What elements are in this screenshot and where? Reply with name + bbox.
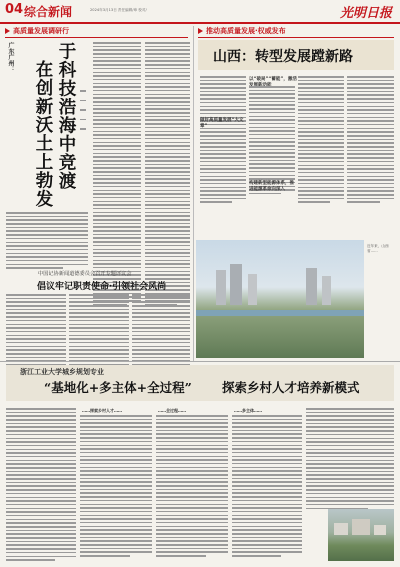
right-body-col-1 [200, 76, 246, 203]
city-photo [196, 240, 364, 358]
right-tag-rule [198, 37, 394, 38]
header-rule [0, 22, 400, 24]
right-subhead-1: 以“破局”“蓄能”，激活 [249, 77, 297, 82]
right-body-col-3 [298, 76, 344, 203]
feature-title-left: 在创新沃土上勃发 [33, 60, 53, 208]
bottom-col-5 [306, 408, 394, 509]
bottom-divider [0, 361, 400, 362]
bottom-col-4 [232, 415, 302, 557]
bottom-headline-right: 探索乡村人才培养新模式 [222, 380, 360, 395]
bottom-headline-left: “基地化+多主体+全过程” [44, 380, 192, 395]
left-section-tag: 高质量发展调研行 [5, 26, 69, 36]
left-body-col-0 [6, 212, 88, 269]
left-tag-rule [5, 37, 188, 38]
right-subhead-2: 做好高质量发展“大文章” [200, 118, 244, 129]
byline-column [80, 90, 90, 200]
story2-subhead: 中国记协新闻道德委员会召开专题评议会 [38, 271, 132, 277]
page-number: 04 [5, 2, 24, 17]
bottom-col-1 [6, 408, 76, 561]
right-body-col-4 [347, 76, 394, 203]
newspaper-logo: 光明日报 [339, 6, 392, 21]
left-body-col-1 [93, 42, 141, 305]
bottom-kicker: 浙江工业大学城乡规划专业 [20, 368, 104, 376]
right-subhead-3: 构建新型能源体系，推进能源革命向深入 [249, 181, 294, 192]
place-label: 广东广州： [7, 42, 14, 72]
feature-title-right: 于科技浩海中竞渡 [56, 42, 76, 190]
issue-meta: 2024年3月13日 责任编辑/章 校对/ [90, 8, 147, 12]
bottom-subhead-1: ……探索乡村人才…… [82, 408, 122, 413]
column-divider [193, 26, 194, 361]
bottom-col-3 [156, 415, 228, 557]
photo-caption: 近年来，山西省…… [367, 244, 389, 253]
bottom-col-2 [80, 415, 152, 557]
left-body-col-2 [145, 42, 190, 305]
bottom-subhead-3: ……多主体…… [234, 408, 262, 413]
village-photo [328, 509, 394, 561]
story2-headline: 倡议牢记职责使命·引领社会风尚 [37, 282, 167, 292]
right-body-col-2 [249, 86, 295, 194]
bottom-subhead-2: ……全过程…… [158, 408, 186, 413]
section-title: 综合新闻 [24, 5, 73, 19]
right-section-tag: 推动高质量发展·权威发布 [198, 26, 286, 36]
right-headline: 山西：转型发展蹚新路 [213, 49, 353, 65]
